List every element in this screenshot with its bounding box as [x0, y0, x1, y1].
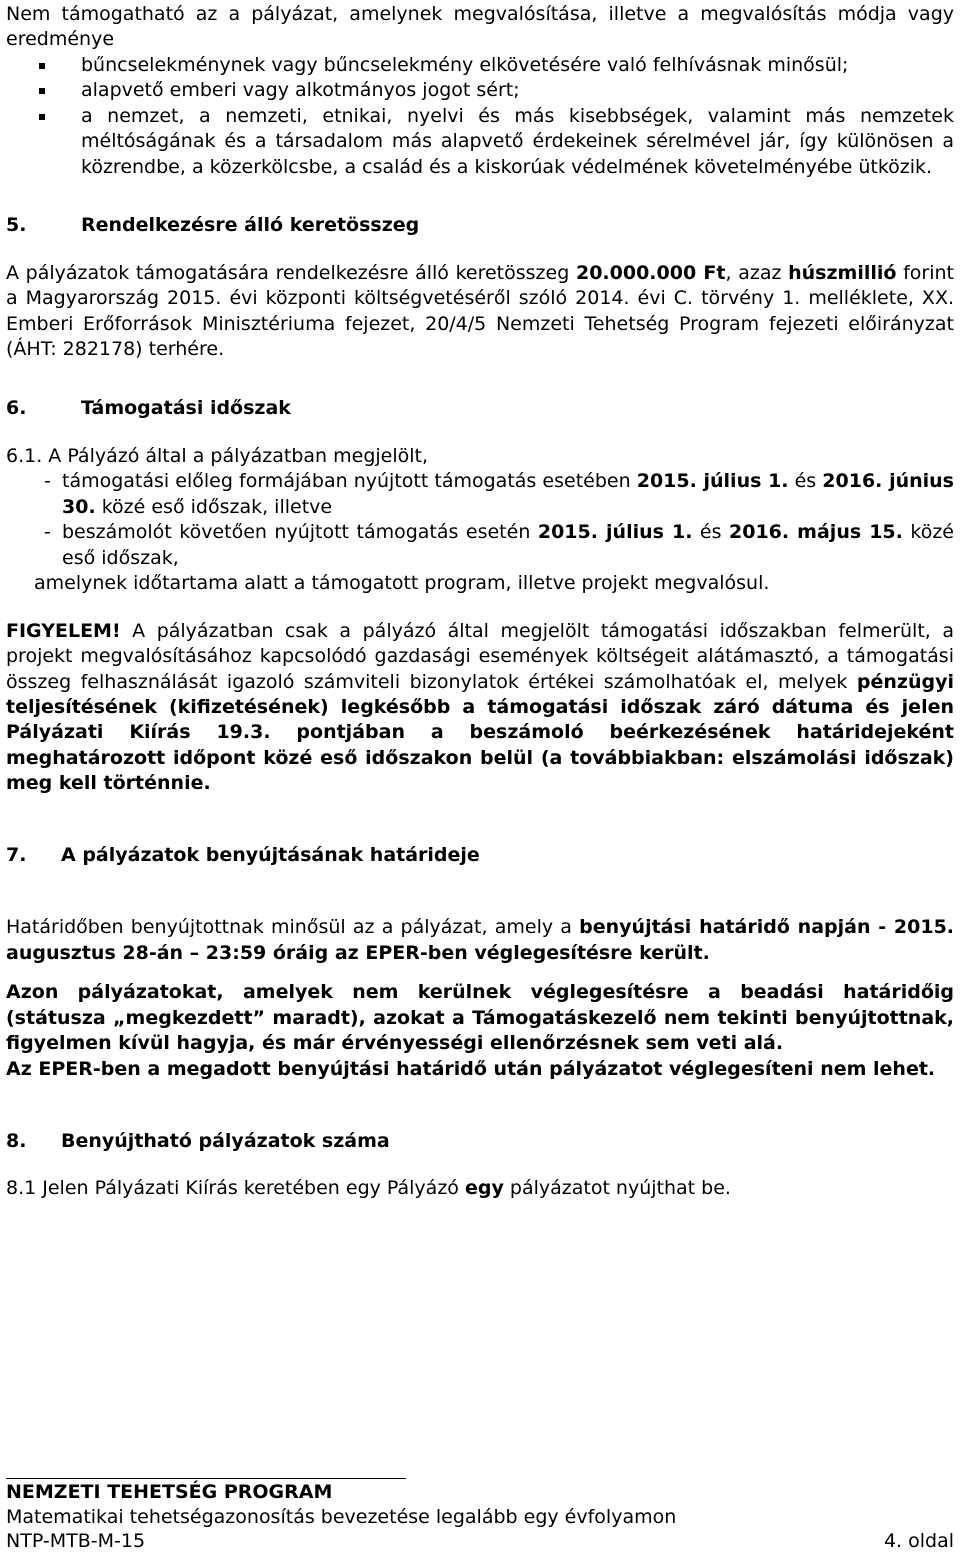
footer-row [6, 1529, 954, 1554]
section-number: 7. [6, 843, 27, 866]
date-text: 2016. június 30. [62, 470, 954, 518]
section-title: A pályázatok benyújtásának határideje [61, 843, 480, 866]
text-run: , azaz [725, 261, 789, 284]
section-7-paragraph-3: Az EPER-ben a megadott benyújtási határidő után pályázatot véglegesíteni nem lehet. [6, 1057, 936, 1080]
intro-paragraph: Nem támogatható az a pályázat, amelynek megvalósítása, illetve a megvalósítás módja vagy eredménye [6, 3, 954, 51]
text-run: Határidőben benyújtottnak minősül az a pályázat, amely a [6, 916, 580, 939]
section-number: 5. [6, 214, 27, 237]
date-text: 2015. július 1. [636, 470, 789, 493]
date-text: 2015. július 1. [537, 521, 693, 544]
date-text: 2016. május 15. [729, 521, 903, 544]
section-6-heading [6, 396, 954, 421]
amount-words: húszmillió [788, 261, 897, 284]
footer-code: NTP-MTB-M-15 [6, 1530, 146, 1552]
footer-program: NEMZETI TEHETSÉG PROGRAM [6, 1481, 333, 1503]
text-run: támogatási előleg formájában nyújtott támogatás esetében [62, 470, 637, 493]
list-item [62, 520, 954, 571]
intro-bullet-list [6, 53, 954, 180]
text-run: beszámolót követően nyújtott támogatás esetén [62, 521, 538, 544]
figyelem-paragraph [6, 619, 954, 797]
list-item: bűncselekménynek vagy bűncselekmény elkövetésére való felhívásnak minősül; [81, 53, 954, 78]
section-6-dash-list [6, 469, 954, 571]
footer-subtitle: Matematikai tehetségazonosítás bevezetése legalább egy évfolyamon [6, 1505, 677, 1528]
section-5-heading [6, 213, 954, 238]
text-run: és [788, 470, 823, 493]
list-item [62, 469, 954, 520]
text-run: közé eső időszak, illetve [95, 495, 333, 518]
footer-rule [6, 1478, 406, 1479]
section-7-paragraph-1 [6, 915, 954, 966]
bold-text-run: benyújtási határidő napján - 2015. augusztus 28-án – 23:59 óráig az EPER-ben véglegesítésre került. [6, 916, 955, 964]
text-run: A pályázatok támogatására rendelkezésre álló keretösszeg [6, 261, 576, 284]
section-6-lead: 6.1. A Pályázó által a pályázatban megjelölt, [6, 444, 429, 467]
text-run: forint a Magyarország 2015. évi központi költségvetéséről szóló 2014. évi C. törvény 1. melléklete, XX. Emberi Erőforrások Minisztériuma fejezet, 20/4/5 Nemzeti Tehetség Program fejezeti előirányzat (ÁHT: 282178) terhére. [6, 261, 955, 360]
section-title: Benyújtható pályázatok száma [61, 1129, 390, 1152]
amount-text: 20.000.000 Ft [575, 261, 726, 284]
section-8-paragraph [6, 1176, 954, 1201]
text-run: pályázatot nyújthat be. [503, 1177, 731, 1200]
bold-text-run: egy [464, 1177, 504, 1200]
section-5-paragraph [6, 261, 954, 363]
page-number: 4. oldal [883, 1530, 954, 1552]
section-7-paragraph-2: Azon pályázatokat, amelyek nem kerülnek véglegesítésre a beadási határidőig (státusza „megkezdett” maradt), azokat a Támogatáskezelő nem tekinti benyújtottnak, figyelmen kívül hagyja, és már érvényességi ellenőrzésnek sem veti alá. [6, 981, 954, 1055]
section-title: Támogatási időszak [81, 397, 291, 420]
section-number: 6. [6, 397, 27, 420]
section-8-heading [6, 1129, 954, 1154]
section-6-tail: amelynek időtartama alatt a támogatott program, illetve projekt megvalósul. [34, 572, 770, 595]
bold-text-run: pénzügyi teljesítésének (kifizetésének) legkésőbb a támogatási időszak záró dátuma és jelen Pályázati Kiírás 19.3. pontjában a beszámoló beérkezésének határidejeként meghatározott időpont közé eső időszakon belül (a továbbiakban: elszámolási időszak) meg kell történnie. [6, 670, 954, 795]
text-run: közé eső időszak, [62, 521, 954, 569]
section-number: 8. [6, 1129, 27, 1152]
page-footer [6, 1480, 954, 1554]
list-item: alapvető emberi vagy alkotmányos jogot sért; [81, 78, 954, 103]
warning-label: FIGYELEM! [6, 619, 121, 642]
section-title: Rendelkezésre álló keretösszeg [81, 214, 420, 237]
document-page [6, 2, 954, 1202]
text-run: és [692, 521, 730, 544]
text-run: 8.1 Jelen Pályázati Kiírás keretében egy Pályázó [6, 1177, 465, 1200]
section-7-heading [6, 843, 954, 868]
text-run: A pályázatban csak a pályázó által megjelölt támogatási időszakban felmerült, a projekt megvalósításához kapcsolódó gazdasági események költségeit alátámasztó, a támogatási összeg felhasználását igazoló számviteli bizonylatok értékei számolhatóak el, melyek [6, 619, 954, 693]
list-item: a nemzet, a nemzeti, etnikai, nyelvi és más kisebbségek, valamint más nemzetek méltóságának és a társadalom más alapvető érdekeinek sérelmével jár, így különösen a közrendbe, a közerkölcsbe, a család és a kiskorúak védelmének követelményébe ütközik. [81, 104, 954, 180]
